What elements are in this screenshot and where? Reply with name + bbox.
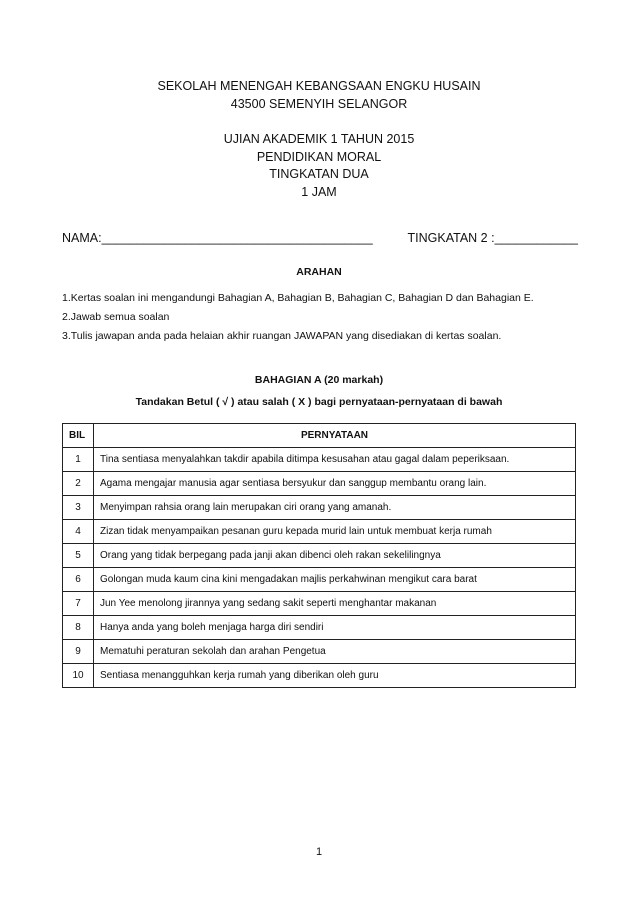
school-name: SEKOLAH MENENGAH KEBANGSAAN ENGKU HUSAIN xyxy=(157,79,481,93)
row-number: 1 xyxy=(63,448,94,472)
row-number: 2 xyxy=(63,472,94,496)
row-number: 6 xyxy=(63,568,94,592)
row-number: 4 xyxy=(63,520,94,544)
row-statement: Sentiasa menangguhkan kerja rumah yang diberikan oleh guru xyxy=(94,664,576,688)
table-row xyxy=(63,472,576,496)
row-number: 7 xyxy=(63,592,94,616)
instruction-item: 2.Jawab semua soalan xyxy=(62,311,170,323)
section-a-title: BAHAGIAN A (20 markah) xyxy=(254,374,384,386)
table-row xyxy=(63,616,576,640)
instruction-item: 3.Tulis jawapan anda pada helaian akhir ruangan JAWAPAN yang disediakan di kertas soalan. xyxy=(62,330,502,342)
instructions-list xyxy=(62,289,582,346)
table-header-row xyxy=(63,424,576,448)
page-number: 1 xyxy=(315,846,323,858)
form-field: TINGKATAN 2 :____________ xyxy=(407,231,578,245)
row-statement: Mematuhi peraturan sekolah dan arahan Pengetua xyxy=(94,640,576,664)
name-field: NAMA:_______________________________________ xyxy=(62,231,373,245)
row-statement: Tina sentiasa menyalahkan takdir apabila ditimpa kesusahan atau gagal dalam peperiksaan. xyxy=(94,448,576,472)
subject-title: PENDIDIKAN MORAL xyxy=(256,149,382,164)
table-row xyxy=(63,664,576,688)
row-statement: Jun Yee menolong jirannya yang sedang sakit seperti menghantar makanan xyxy=(94,592,576,616)
table-row xyxy=(63,544,576,568)
row-statement: Zizan tidak menyampaikan pesanan guru kepada murid lain untuk membuat kerja rumah xyxy=(94,520,576,544)
exam-duration: 1 JAM xyxy=(301,184,337,199)
section-a-instruction: Tandakan Betul ( √ ) atau salah ( X ) bagi pernyataan-pernyataan di bawah xyxy=(135,396,503,408)
row-statement: Golongan muda kaum cina kini mengadakan majlis perkahwinan mengikut cara barat xyxy=(94,568,576,592)
header-bil: BIL xyxy=(63,424,94,448)
table-row xyxy=(63,640,576,664)
row-number: 5 xyxy=(63,544,94,568)
table-row xyxy=(63,448,576,472)
document-header xyxy=(0,78,638,201)
form-level: TINGKATAN DUA xyxy=(269,167,369,181)
table-row xyxy=(63,520,576,544)
statements-table xyxy=(62,423,576,688)
table-row xyxy=(63,568,576,592)
row-number: 8 xyxy=(63,616,94,640)
header-pernyataan: PERNYATAAN xyxy=(94,424,576,448)
row-number: 10 xyxy=(63,664,94,688)
exam-title: UJIAN AKADEMIK 1 TAHUN 2015 xyxy=(223,132,415,146)
row-statement: Hanya anda yang boleh menjaga harga diri sendiri xyxy=(94,616,576,640)
instruction-item: 1.Kertas soalan ini mengandungi Bahagian A, Bahagian B, Bahagian C, Bahagian D dan Bahagian E. xyxy=(62,292,534,304)
school-address: 43500 SEMENYIH SELANGOR xyxy=(230,96,408,111)
row-statement: Menyimpan rahsia orang lain merupakan ciri orang yang amanah. xyxy=(94,496,576,520)
table-row xyxy=(63,496,576,520)
row-number: 9 xyxy=(63,640,94,664)
row-number: 3 xyxy=(63,496,94,520)
table-row xyxy=(63,592,576,616)
row-statement: Agama mengajar manusia agar sentiasa bersyukur dan sanggup membantu orang lain. xyxy=(94,472,576,496)
row-statement: Orang yang tidak berpegang pada janji akan dibenci oleh rakan sekelilingnya xyxy=(94,544,576,568)
instructions-title: ARAHAN xyxy=(296,266,342,278)
